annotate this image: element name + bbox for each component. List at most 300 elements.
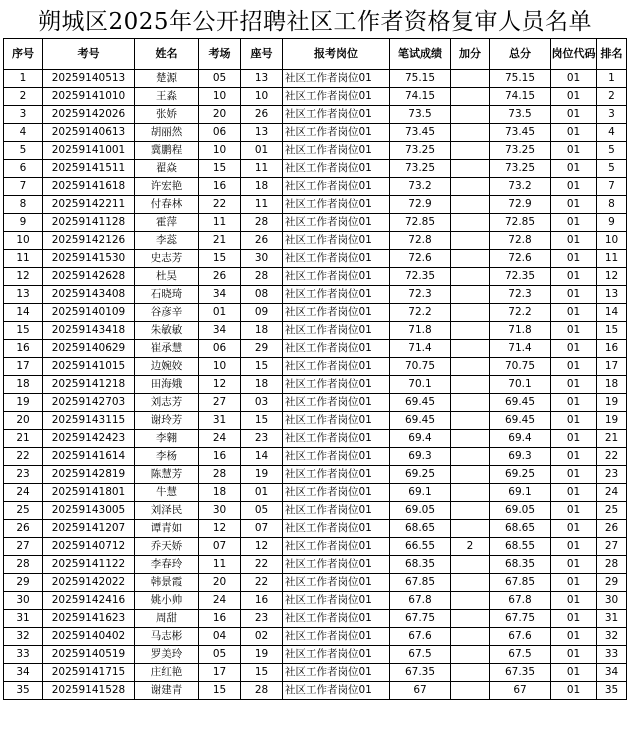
cell-seq: 6: [4, 160, 43, 178]
cell-name: 田海娥: [135, 376, 199, 394]
cell-exam-number: 20259143005: [43, 502, 135, 520]
table-row: [4, 592, 627, 610]
table-row: [4, 106, 627, 124]
cell-seq: 34: [4, 664, 43, 682]
cell-written-score: 72.8: [390, 232, 451, 250]
cell-position: 社区工作者岗位01: [283, 682, 390, 700]
cell-position: 社区工作者岗位01: [283, 232, 390, 250]
cell-written-score: 68.35: [390, 556, 451, 574]
cell-seat: 14: [241, 448, 283, 466]
cell-rank: 23: [597, 466, 627, 484]
cell-exam-room: 20: [199, 106, 241, 124]
cell-exam-number: 20259141010: [43, 88, 135, 106]
cell-position: 社区工作者岗位01: [283, 646, 390, 664]
cell-seat: 18: [241, 178, 283, 196]
cell-name: 张娇: [135, 106, 199, 124]
cell-written-score: 69.25: [390, 466, 451, 484]
cell-name: 刘泽民: [135, 502, 199, 520]
cell-seat: 03: [241, 394, 283, 412]
cell-rank: 7: [597, 178, 627, 196]
cell-rank: 31: [597, 610, 627, 628]
cell-name: 杜昊: [135, 268, 199, 286]
cell-exam-number: 20259143418: [43, 322, 135, 340]
table-row: [4, 214, 627, 232]
cell-seq: 20: [4, 412, 43, 430]
cell-name: 谢建青: [135, 682, 199, 700]
cell-rank: 34: [597, 664, 627, 682]
cell-seq: 17: [4, 358, 43, 376]
cell-total: 74.15: [490, 88, 551, 106]
table-row: [4, 286, 627, 304]
cell-seat: 19: [241, 646, 283, 664]
cell-position: 社区工作者岗位01: [283, 376, 390, 394]
table-row: [4, 520, 627, 538]
table-row: [4, 322, 627, 340]
cell-total: 71.4: [490, 340, 551, 358]
cell-seat: 15: [241, 358, 283, 376]
cell-bonus: [451, 376, 490, 394]
cell-position: 社区工作者岗位01: [283, 592, 390, 610]
cell-written-score: 69.45: [390, 394, 451, 412]
cell-position-code: 01: [551, 88, 597, 106]
cell-position: 社区工作者岗位01: [283, 664, 390, 682]
cell-seat: 26: [241, 106, 283, 124]
cell-seq: 23: [4, 466, 43, 484]
cell-exam-room: 11: [199, 214, 241, 232]
cell-name: 王淼: [135, 88, 199, 106]
cell-position-code: 01: [551, 628, 597, 646]
cell-total: 72.9: [490, 196, 551, 214]
cell-position-code: 01: [551, 538, 597, 556]
cell-rank: 4: [597, 124, 627, 142]
header-position: 报考岗位: [283, 39, 390, 70]
cell-total: 75.15: [490, 70, 551, 88]
cell-position: 社区工作者岗位01: [283, 466, 390, 484]
cell-bonus: [451, 466, 490, 484]
cell-total: 68.55: [490, 538, 551, 556]
cell-total: 69.05: [490, 502, 551, 520]
cell-seq: 26: [4, 520, 43, 538]
cell-position-code: 01: [551, 358, 597, 376]
cell-exam-number: 20259142022: [43, 574, 135, 592]
cell-name: 刘志芳: [135, 394, 199, 412]
cell-position: 社区工作者岗位01: [283, 574, 390, 592]
cell-exam-room: 16: [199, 448, 241, 466]
cell-bonus: [451, 304, 490, 322]
header-exam-room: 考场: [199, 39, 241, 70]
cell-bonus: [451, 430, 490, 448]
cell-name: 楚源: [135, 70, 199, 88]
cell-rank: 5: [597, 160, 627, 178]
cell-exam-number: 20259141207: [43, 520, 135, 538]
cell-total: 67.85: [490, 574, 551, 592]
cell-seat: 26: [241, 232, 283, 250]
cell-exam-room: 18: [199, 484, 241, 502]
header-name: 姓名: [135, 39, 199, 70]
cell-exam-number: 20259140712: [43, 538, 135, 556]
cell-seat: 10: [241, 88, 283, 106]
cell-seq: 21: [4, 430, 43, 448]
cell-position: 社区工作者岗位01: [283, 394, 390, 412]
cell-total: 70.75: [490, 358, 551, 376]
header-rank: 排名: [597, 39, 627, 70]
table-row: [4, 574, 627, 592]
table-row: [4, 394, 627, 412]
cell-position-code: 01: [551, 160, 597, 178]
cell-exam-room: 24: [199, 430, 241, 448]
cell-name: 李杨: [135, 448, 199, 466]
page-title: 朔城区2025年公开招聘社区工作者资格复审人员名单: [37, 8, 593, 35]
cell-position: 社区工作者岗位01: [283, 160, 390, 178]
cell-name: 李蕊: [135, 232, 199, 250]
cell-exam-number: 20259141511: [43, 160, 135, 178]
cell-exam-room: 15: [199, 682, 241, 700]
table-row: [4, 484, 627, 502]
cell-total: 69.45: [490, 394, 551, 412]
cell-rank: 28: [597, 556, 627, 574]
cell-written-score: 71.8: [390, 322, 451, 340]
cell-bonus: [451, 214, 490, 232]
cell-total: 69.4: [490, 430, 551, 448]
header-row: [4, 39, 627, 70]
cell-seat: 11: [241, 160, 283, 178]
cell-exam-number: 20259142819: [43, 466, 135, 484]
table-row: [4, 628, 627, 646]
cell-rank: 24: [597, 484, 627, 502]
cell-bonus: [451, 520, 490, 538]
cell-exam-number: 20259141128: [43, 214, 135, 232]
cell-seq: 3: [4, 106, 43, 124]
cell-rank: 18: [597, 376, 627, 394]
cell-seq: 35: [4, 682, 43, 700]
cell-exam-number: 20259141623: [43, 610, 135, 628]
cell-bonus: [451, 106, 490, 124]
cell-written-score: 73.25: [390, 142, 451, 160]
cell-exam-number: 20259143408: [43, 286, 135, 304]
cell-seq: 18: [4, 376, 43, 394]
header-total: 总分: [490, 39, 551, 70]
cell-written-score: 67.6: [390, 628, 451, 646]
cell-exam-number: 20259140519: [43, 646, 135, 664]
cell-bonus: [451, 178, 490, 196]
cell-bonus: [451, 592, 490, 610]
cell-seat: 30: [241, 250, 283, 268]
cell-position: 社区工作者岗位01: [283, 286, 390, 304]
cell-seat: 23: [241, 430, 283, 448]
cell-written-score: 72.9: [390, 196, 451, 214]
cell-bonus: [451, 682, 490, 700]
cell-position-code: 01: [551, 106, 597, 124]
cell-total: 72.6: [490, 250, 551, 268]
cell-exam-number: 20259140629: [43, 340, 135, 358]
cell-total: 68.65: [490, 520, 551, 538]
cell-position: 社区工作者岗位01: [283, 520, 390, 538]
cell-position-code: 01: [551, 682, 597, 700]
cell-exam-room: 20: [199, 574, 241, 592]
cell-position-code: 01: [551, 592, 597, 610]
cell-seat: 28: [241, 268, 283, 286]
cell-name: 牛慧: [135, 484, 199, 502]
cell-total: 73.2: [490, 178, 551, 196]
cell-exam-number: 20259140613: [43, 124, 135, 142]
cell-total: 72.85: [490, 214, 551, 232]
cell-seq: 25: [4, 502, 43, 520]
cell-position-code: 01: [551, 322, 597, 340]
cell-name: 冀鹏程: [135, 142, 199, 160]
cell-position-code: 01: [551, 196, 597, 214]
header-seq: 序号: [4, 39, 43, 70]
cell-exam-number: 20259141715: [43, 664, 135, 682]
cell-bonus: [451, 448, 490, 466]
cell-position: 社区工作者岗位01: [283, 322, 390, 340]
cell-position: 社区工作者岗位01: [283, 106, 390, 124]
cell-total: 69.25: [490, 466, 551, 484]
cell-rank: 8: [597, 196, 627, 214]
cell-position-code: 01: [551, 178, 597, 196]
cell-position-code: 01: [551, 646, 597, 664]
table-row: [4, 232, 627, 250]
table-row: [4, 646, 627, 664]
cell-written-score: 70.1: [390, 376, 451, 394]
cell-seq: 29: [4, 574, 43, 592]
cell-exam-room: 07: [199, 538, 241, 556]
cell-bonus: [451, 142, 490, 160]
cell-position: 社区工作者岗位01: [283, 340, 390, 358]
cell-position: 社区工作者岗位01: [283, 196, 390, 214]
cell-written-score: 72.6: [390, 250, 451, 268]
cell-written-score: 74.15: [390, 88, 451, 106]
cell-position: 社区工作者岗位01: [283, 214, 390, 232]
cell-total: 72.3: [490, 286, 551, 304]
cell-rank: 15: [597, 322, 627, 340]
cell-total: 71.8: [490, 322, 551, 340]
cell-bonus: [451, 286, 490, 304]
cell-written-score: 67.75: [390, 610, 451, 628]
cell-exam-room: 15: [199, 250, 241, 268]
cell-rank: 26: [597, 520, 627, 538]
cell-exam-number: 20259143115: [43, 412, 135, 430]
cell-position: 社区工作者岗位01: [283, 124, 390, 142]
table-row: [4, 538, 627, 556]
cell-bonus: [451, 322, 490, 340]
header-seat: 座号: [241, 39, 283, 70]
table-row: [4, 448, 627, 466]
cell-written-score: 67: [390, 682, 451, 700]
cell-seq: 27: [4, 538, 43, 556]
cell-name: 付春林: [135, 196, 199, 214]
cell-position-code: 01: [551, 232, 597, 250]
cell-total: 67.35: [490, 664, 551, 682]
cell-position-code: 01: [551, 484, 597, 502]
cell-name: 谭青如: [135, 520, 199, 538]
table-row: [4, 412, 627, 430]
cell-written-score: 73.45: [390, 124, 451, 142]
cell-position-code: 01: [551, 664, 597, 682]
cell-bonus: [451, 610, 490, 628]
cell-position-code: 01: [551, 610, 597, 628]
cell-seq: 8: [4, 196, 43, 214]
cell-bonus: [451, 232, 490, 250]
cell-seat: 19: [241, 466, 283, 484]
cell-exam-number: 20259141001: [43, 142, 135, 160]
cell-seq: 10: [4, 232, 43, 250]
cell-position: 社区工作者岗位01: [283, 70, 390, 88]
cell-rank: 17: [597, 358, 627, 376]
cell-position-code: 01: [551, 466, 597, 484]
cell-position-code: 01: [551, 340, 597, 358]
table-row: [4, 70, 627, 88]
table-row: [4, 502, 627, 520]
cell-seq: 14: [4, 304, 43, 322]
cell-position-code: 01: [551, 268, 597, 286]
cell-written-score: 68.65: [390, 520, 451, 538]
cell-bonus: 2: [451, 538, 490, 556]
cell-seq: 16: [4, 340, 43, 358]
cell-position-code: 01: [551, 520, 597, 538]
cell-exam-room: 16: [199, 610, 241, 628]
cell-seat: 15: [241, 664, 283, 682]
cell-bonus: [451, 502, 490, 520]
table-row: [4, 376, 627, 394]
cell-exam-room: 30: [199, 502, 241, 520]
cell-written-score: 75.15: [390, 70, 451, 88]
cell-total: 69.3: [490, 448, 551, 466]
cell-position: 社区工作者岗位01: [283, 142, 390, 160]
cell-rank: 13: [597, 286, 627, 304]
cell-total: 73.45: [490, 124, 551, 142]
cell-position-code: 01: [551, 304, 597, 322]
cell-total: 67.75: [490, 610, 551, 628]
cell-exam-room: 22: [199, 196, 241, 214]
cell-position-code: 01: [551, 376, 597, 394]
cell-position-code: 01: [551, 124, 597, 142]
cell-written-score: 72.85: [390, 214, 451, 232]
cell-rank: 30: [597, 592, 627, 610]
cell-written-score: 67.35: [390, 664, 451, 682]
cell-exam-room: 21: [199, 232, 241, 250]
cell-written-score: 67.85: [390, 574, 451, 592]
cell-position-code: 01: [551, 502, 597, 520]
cell-seat: 28: [241, 682, 283, 700]
cell-written-score: 72.2: [390, 304, 451, 322]
cell-seq: 31: [4, 610, 43, 628]
cell-seq: 32: [4, 628, 43, 646]
cell-bonus: [451, 196, 490, 214]
cell-seat: 22: [241, 556, 283, 574]
cell-exam-number: 20259140402: [43, 628, 135, 646]
cell-seq: 22: [4, 448, 43, 466]
cell-seat: 15: [241, 412, 283, 430]
table-row: [4, 268, 627, 286]
cell-written-score: 69.05: [390, 502, 451, 520]
cell-seat: 12: [241, 538, 283, 556]
cell-position: 社区工作者岗位01: [283, 304, 390, 322]
cell-exam-number: 20259142126: [43, 232, 135, 250]
cell-position: 社区工作者岗位01: [283, 358, 390, 376]
candidate-table: [3, 38, 627, 700]
cell-seat: 16: [241, 592, 283, 610]
cell-bonus: [451, 160, 490, 178]
cell-seat: 05: [241, 502, 283, 520]
cell-exam-number: 20259141528: [43, 682, 135, 700]
cell-name: 朱敏敏: [135, 322, 199, 340]
cell-seat: 09: [241, 304, 283, 322]
cell-written-score: 67.8: [390, 592, 451, 610]
cell-rank: 32: [597, 628, 627, 646]
cell-position: 社区工作者岗位01: [283, 88, 390, 106]
cell-exam-number: 20259142026: [43, 106, 135, 124]
header-exam-number: 考号: [43, 39, 135, 70]
cell-name: 胡丽然: [135, 124, 199, 142]
cell-seat: 22: [241, 574, 283, 592]
cell-exam-room: 27: [199, 394, 241, 412]
cell-name: 李春玲: [135, 556, 199, 574]
cell-position: 社区工作者岗位01: [283, 610, 390, 628]
cell-written-score: 69.1: [390, 484, 451, 502]
cell-total: 69.1: [490, 484, 551, 502]
header-written-score: 笔试成绩: [390, 39, 451, 70]
cell-exam-room: 28: [199, 466, 241, 484]
cell-seq: 5: [4, 142, 43, 160]
cell-written-score: 71.4: [390, 340, 451, 358]
table-row: [4, 178, 627, 196]
cell-rank: 22: [597, 448, 627, 466]
cell-exam-room: 11: [199, 556, 241, 574]
cell-seat: 11: [241, 196, 283, 214]
cell-position: 社区工作者岗位01: [283, 250, 390, 268]
cell-name: 翟焱: [135, 160, 199, 178]
cell-exam-room: 26: [199, 268, 241, 286]
cell-bonus: [451, 250, 490, 268]
cell-total: 73.25: [490, 142, 551, 160]
cell-bonus: [451, 358, 490, 376]
cell-total: 68.35: [490, 556, 551, 574]
cell-position: 社区工作者岗位01: [283, 412, 390, 430]
cell-name: 李翱: [135, 430, 199, 448]
cell-exam-number: 20259142628: [43, 268, 135, 286]
cell-exam-room: 17: [199, 664, 241, 682]
cell-name: 罗美玲: [135, 646, 199, 664]
cell-exam-room: 10: [199, 358, 241, 376]
cell-exam-room: 24: [199, 592, 241, 610]
cell-exam-room: 05: [199, 70, 241, 88]
table-row: [4, 556, 627, 574]
header-position-code: 岗位代码: [551, 39, 597, 70]
table-row: [4, 466, 627, 484]
cell-written-score: 73.2: [390, 178, 451, 196]
cell-seat: 01: [241, 142, 283, 160]
cell-exam-number: 20259140513: [43, 70, 135, 88]
cell-seq: 13: [4, 286, 43, 304]
cell-bonus: [451, 484, 490, 502]
cell-position: 社区工作者岗位01: [283, 538, 390, 556]
cell-exam-room: 04: [199, 628, 241, 646]
cell-written-score: 72.35: [390, 268, 451, 286]
cell-seq: 28: [4, 556, 43, 574]
cell-seq: 15: [4, 322, 43, 340]
cell-total: 73.25: [490, 160, 551, 178]
cell-total: 72.8: [490, 232, 551, 250]
cell-seq: 33: [4, 646, 43, 664]
cell-exam-number: 20259141614: [43, 448, 135, 466]
cell-exam-room: 12: [199, 376, 241, 394]
cell-seq: 11: [4, 250, 43, 268]
cell-position: 社区工作者岗位01: [283, 448, 390, 466]
header-bonus: 加分: [451, 39, 490, 70]
cell-exam-room: 34: [199, 286, 241, 304]
table-row: [4, 358, 627, 376]
cell-exam-room: 12: [199, 520, 241, 538]
